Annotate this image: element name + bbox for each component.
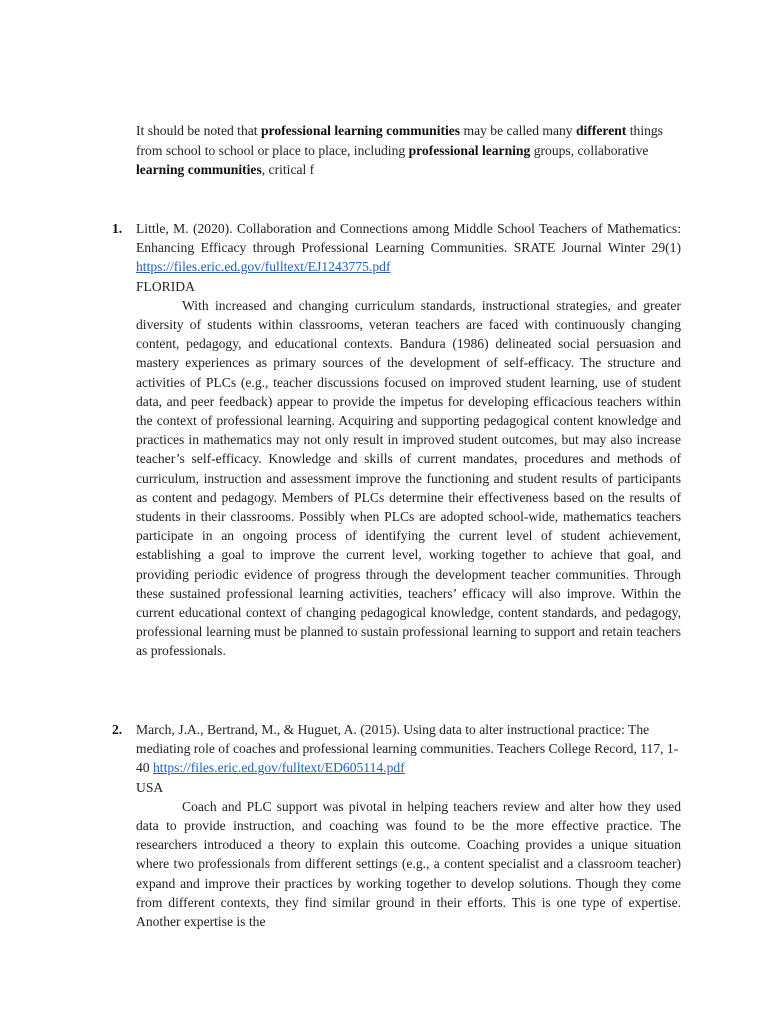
citation: March, J.A., Bertrand, M., & Huguet, A. (2015). Using data to alter instructional practice: The mediating role of coaches and professional learning communities. Teachers College Record, 117, 1-40	[136, 722, 679, 776]
intro-text: things from school to school or place to place, including	[136, 123, 663, 158]
intro-paragraph	[136, 121, 681, 180]
pdf-link[interactable]: https://files.eric.ed.gov/fulltext/EJ1243775.pdf	[136, 259, 391, 275]
entry-body	[136, 720, 681, 931]
reference-entry	[112, 219, 681, 661]
intro-bold-term: learning communities	[136, 162, 262, 177]
summary-paragraph: With increased and changing curriculum standards, instructional strategies, and greater diversity of students within classrooms, veteran teachers are faced with continuously changing content, pedagogy, and educational contexts. Bandura (1986) delineated social persuasion and mastery experiences as primary sources of the development of self-efficacy. The structure and activities of PLCs (e.g., teacher discussions focused on improved student learning, use of student data, and peer feedback) appear to provide the impetus for developing efficacious teachers within the context of professional learning. Acquiring and supporting pedagogical content knowledge and practices in mathematics may not only result in improved student outcomes, but may also increase teacher’s self-efficacy. Knowledge and skills of current mandates, procedures and methods of curriculum, instruction and assessment improve the functioning and student results of participants as content and pedagogy. Members of PLCs determine their effectiveness based on the results of students in their classrooms. Possibly when PLCs are adopted school-wide, mathematics teachers participate in an ongoing process of identifying the current level of student achievement, establishing a goal to improve the current level, working together to achieve that goal, and providing periodic evidence of progress through the development teacher communities. Through these sustained professional learning activities, teachers’ efficacy will also improve. Within the current educational context of changing pedagogical knowledge, content standards, and pedagogy, professional learning must be planned to sustain professional learning to support and retain teachers as professionals.	[136, 297, 681, 659]
entry-number: 2.	[112, 722, 123, 737]
citation: Little, M. (2020). Collaboration and Connections among Middle School Teachers of Mathematics: Enhancing Efficacy through Professional Learning Communities. SRATE Journal Winter 29(1)	[136, 221, 681, 256]
region-label: USA	[136, 779, 164, 795]
pdf-link[interactable]: https://files.eric.ed.gov/fulltext/ED605114.pdf	[153, 760, 405, 776]
intro-text: may be called many	[460, 123, 576, 138]
intro-text: groups, collaborative	[530, 142, 649, 158]
intro-bold-term: professional learning communities	[260, 123, 461, 138]
entry-body	[136, 219, 681, 661]
intro-text: It should be noted that	[136, 123, 261, 138]
reference-entry	[112, 720, 681, 931]
citation-text	[136, 219, 681, 277]
intro-bold-term: different	[576, 123, 627, 138]
intro-text: , critical f	[261, 162, 315, 177]
entry-number: 1.	[112, 221, 123, 236]
summary-paragraph: Coach and PLC support was pivotal in helping teachers review and alter how they used data to provide instruction, and coaching was found to be the more effective practice. The researchers introduced a theory to explain this outcome. Coaching provides a unique situation where two professionals from different settings (e.g., a content specialist and a classroom teacher) expand and improve their practices by working together to develop solutions. Though they come from different contexts, they find similar ground in their efforts. This is one type of expertise. Another expertise is the	[136, 798, 681, 930]
intro-bold-term: professional learning	[408, 142, 531, 158]
citation-text	[136, 720, 681, 778]
region-label: FLORIDA	[136, 278, 195, 294]
